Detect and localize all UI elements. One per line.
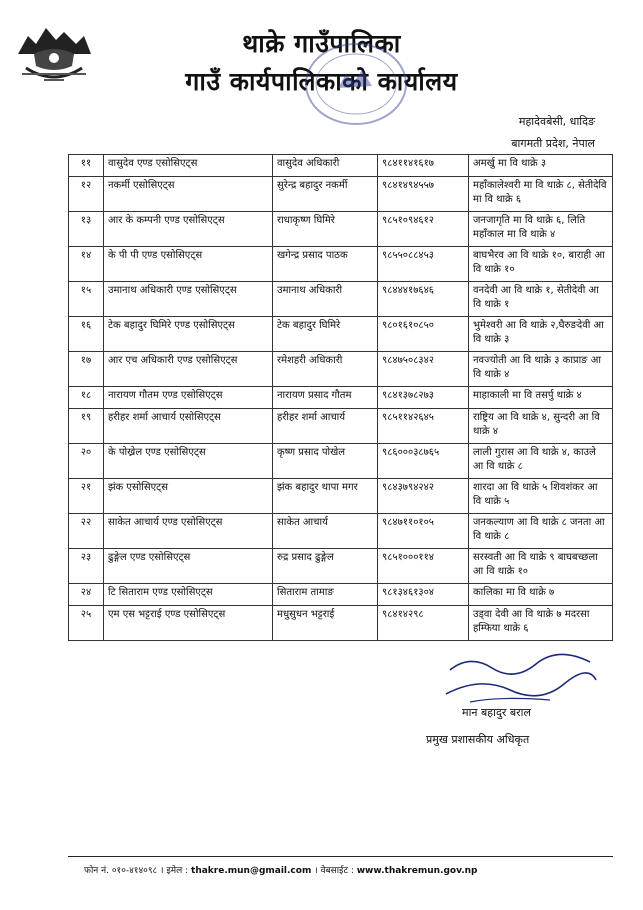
person-name: खगेन्द्र प्रसाद पाठक — [273, 247, 378, 282]
table-row — [69, 444, 613, 479]
school-names: भुमेश्वरी आ वि थाक्रे २,घैरुङदेवी आ वि थाक्रे ३ — [469, 317, 613, 352]
phone-number: ९८४१३७८२७३ — [378, 387, 469, 409]
footer-email[interactable]: thakre.mun@gmail.com — [191, 866, 312, 876]
row-number: २५ — [69, 606, 104, 641]
row-number: २० — [69, 444, 104, 479]
firm-name: के पी पी एण्ड एसोसिएट्स — [104, 247, 273, 282]
person-name: रमेशहरी अधिकारी — [273, 352, 378, 387]
firm-name: टेक बहादुर घिमिरे एण्ड एसोसिएट्स — [104, 317, 273, 352]
table-row — [69, 352, 613, 387]
footer-website[interactable]: www.thakremun.gov.np — [356, 866, 478, 876]
signatory-name: मान बहादुर बराल — [462, 706, 531, 719]
phone-number: ९८४७५०८३४२ — [378, 352, 469, 387]
table-row — [69, 212, 613, 247]
phone-number: ९८४७११०१०५ — [378, 514, 469, 549]
phone-number: ९८५५०८८४५३ — [378, 247, 469, 282]
firm-name: नकर्मी एसोसिएट्स — [104, 177, 273, 212]
office-title-municipality: थाक्रे गाउँपालिका — [242, 29, 401, 58]
table-row — [69, 282, 613, 317]
footer-contact — [84, 863, 477, 876]
phone-number: ९८६०००३८७६५ — [378, 444, 469, 479]
school-names: सरस्वती आ वि थाक्रे ९ बाघबच्छला आ वि थाक्रे १० — [469, 549, 613, 584]
school-names: जनजागृति मा वि थाक्रे ६, लिति महाँकाल मा वि थाक्रे ४ — [469, 212, 613, 247]
person-name: उमानाथ अधिकारी — [273, 282, 378, 317]
school-names: जनकल्याण आ वि थाक्रे ८ जनता आ वि थाक्रे ८ — [469, 514, 613, 549]
firm-name: के पोख्रेल एण्ड एसोसिएट्स — [104, 444, 273, 479]
footer-phone-label: फोन नं. — [84, 866, 112, 876]
phone-number: ९८४३७९४२४२ — [378, 479, 469, 514]
firm-name: आर के कम्पनी एण्ड एसोसिएट्स — [104, 212, 273, 247]
row-number: १५ — [69, 282, 104, 317]
person-name: झंक बहादुर थापा मगर — [273, 479, 378, 514]
school-names: कालिका मा वि थाक्रे ७ — [469, 584, 613, 606]
row-number: १७ — [69, 352, 104, 387]
table-row — [69, 247, 613, 282]
table-row — [69, 549, 613, 584]
firm-name: झंक एसोसिएट्स — [104, 479, 273, 514]
school-names: वनदेवी आ वि थाक्रे १, सेतीदेवी आ वि थाक्रे १ — [469, 282, 613, 317]
person-name: कृष्ण प्रसाद पोखेल — [273, 444, 378, 479]
table-row — [69, 387, 613, 409]
address-line-1: महादेवबेसी, धादिङ — [518, 115, 595, 128]
table-row — [69, 479, 613, 514]
office-title-executive: गाउँ कार्यपालिकाको कार्यालय — [185, 67, 458, 96]
school-names: राष्ट्रिय आ वि थाक्रे ४, सुन्दरी आ वि थाक्रे ४ — [469, 409, 613, 444]
table-row — [69, 177, 613, 212]
person-name: टेक बहादुर घिमिरे — [273, 317, 378, 352]
row-number: २४ — [69, 584, 104, 606]
row-number: १४ — [69, 247, 104, 282]
firm-name: वासुदेव एण्ड एसोसिएट्स — [104, 155, 273, 177]
row-number: ११ — [69, 155, 104, 177]
row-number: १२ — [69, 177, 104, 212]
phone-number: ९८४११४१६१७ — [378, 155, 469, 177]
firm-name: टि सिताराम एण्ड एसोसिएट्स — [104, 584, 273, 606]
phone-number: ९८४१४२९८ — [378, 606, 469, 641]
firm-name: ढुङ्गेल एण्ड एसोसिएट्स — [104, 549, 273, 584]
firm-name: हरीहर शर्मा आचार्य एसोसिएट्स — [104, 409, 273, 444]
school-names: नवज्योती आ वि थाक्रे ३ काप्राङ आ वि थाक्रे ४ — [469, 352, 613, 387]
phone-number: ९८४४४१७६४६ — [378, 282, 469, 317]
phone-number: ९८५१०९४६१२ — [378, 212, 469, 247]
school-names: बाघभैरव आ वि थाक्रे १०, बाराही आ वि थाक्रे १० — [469, 247, 613, 282]
footer-email-label: । इमेल : — [157, 866, 192, 876]
person-name: मधुसुधन भट्टराई — [273, 606, 378, 641]
footer-divider — [68, 856, 613, 857]
table-row — [69, 584, 613, 606]
firm-name: साकेत आचार्य एण्ड एसोसिएट्स — [104, 514, 273, 549]
person-name: रुद्र प्रसाद ढुङ्गेल — [273, 549, 378, 584]
person-name: राधाकृष्ण घिमिरे — [273, 212, 378, 247]
phone-number: ९८४१४९४५५७ — [378, 177, 469, 212]
person-name: नारायण प्रसाद गौतम — [273, 387, 378, 409]
office-seal-stamp — [300, 38, 412, 130]
person-name: वासुदेव अधिकारी — [273, 155, 378, 177]
row-number: २३ — [69, 549, 104, 584]
school-names: माहाकाली मा वि तसर्पु थाक्रे ४ — [469, 387, 613, 409]
row-number: १३ — [69, 212, 104, 247]
school-names: अमर्खु मा वि थाक्रे ३ — [469, 155, 613, 177]
table-row — [69, 606, 613, 641]
school-names: उड्वा देवी आ वि थाक्रे ७ मदरसा हम्फिया थाक्रे ६ — [469, 606, 613, 641]
auditor-assignment-table — [68, 154, 613, 641]
address-line-2: बागमती प्रदेश, नेपाल — [511, 137, 595, 150]
person-name: साकेत आचार्य — [273, 514, 378, 549]
footer-phone: ०१०-४१४०९८ — [111, 866, 158, 876]
row-number: १८ — [69, 387, 104, 409]
footer-website-label: । वेबसाईट : — [311, 866, 357, 876]
firm-name: नारायण गौतम एण्ड एसोसिएट्स — [104, 387, 273, 409]
table-row — [69, 155, 613, 177]
table-row — [69, 317, 613, 352]
row-number: २२ — [69, 514, 104, 549]
person-name: हरीहर शर्मा आचार्य — [273, 409, 378, 444]
signatory-title: प्रमुख प्रशासकीय अधिकृत — [426, 733, 530, 746]
table-row — [69, 409, 613, 444]
school-names: महाँकालेश्वरी मा वि थाक्रे ८, सेतीदेवि मा वि थाक्रे ६ — [469, 177, 613, 212]
phone-number: ९८१३४६१३०४ — [378, 584, 469, 606]
handwritten-signature — [440, 650, 600, 712]
phone-number: ९८५११४२६४५ — [378, 409, 469, 444]
firm-name: एम एस भट्टराई एण्ड एसोसिएट्स — [104, 606, 273, 641]
school-names: शारदा आ वि थाक्रे ५ शिवशंकर आ वि थाक्रे ५ — [469, 479, 613, 514]
phone-number: ९८५१०००११४ — [378, 549, 469, 584]
firm-name: उमानाथ अधिकारी एण्ड एसोसिएट्स — [104, 282, 273, 317]
table-row — [69, 514, 613, 549]
person-name: सुरेन्द्र बहादुर नकर्मी — [273, 177, 378, 212]
row-number: १९ — [69, 409, 104, 444]
phone-number: ९८०१६१०८५० — [378, 317, 469, 352]
person-name: सिताराम तामाङ — [273, 584, 378, 606]
row-number: २१ — [69, 479, 104, 514]
row-number: १६ — [69, 317, 104, 352]
firm-name: आर एच अधिकारी एण्ड एसोसिएट्स — [104, 352, 273, 387]
school-names: लाली गुरास आ वि थाक्रे ४, काउले आ वि थाक्रे ८ — [469, 444, 613, 479]
